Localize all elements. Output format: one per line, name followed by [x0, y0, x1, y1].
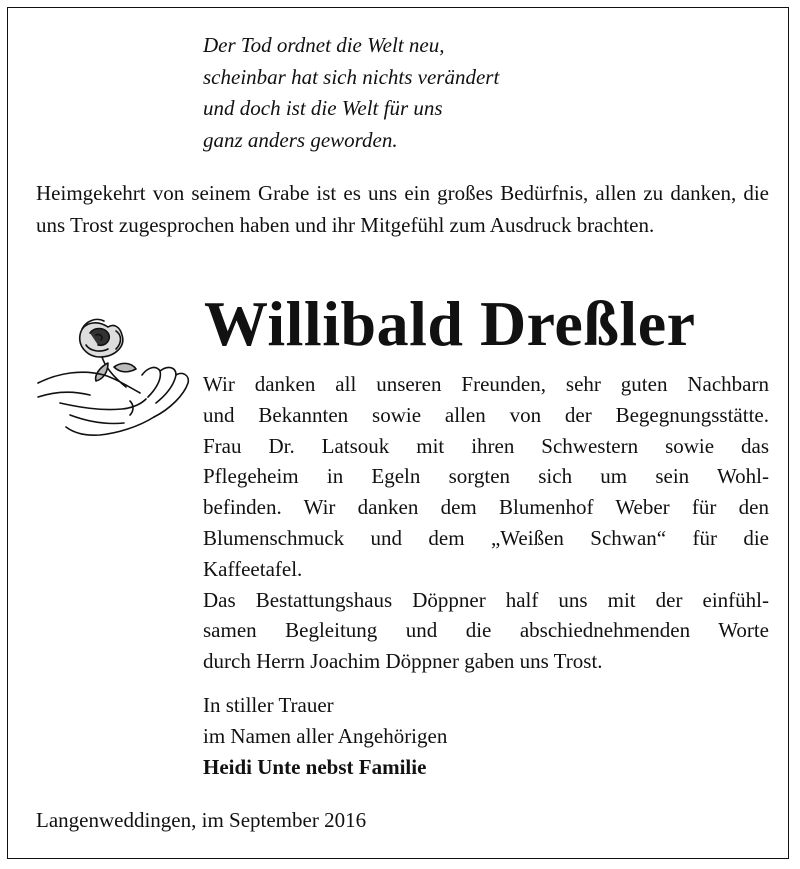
thanks-line: befinden. Wir danken dem Blumenhof Weber für den — [203, 495, 769, 520]
deceased-name: Willibald Dreßler — [204, 288, 696, 359]
thanks-line: Pflegeheim in Egeln sorgten sich um sein Wohl- — [203, 464, 769, 489]
signature-family: Heidi Unte nebst Familie — [203, 755, 427, 779]
thanks-line: Das Bestattungshaus Döppner half uns mit der einfühl- — [203, 587, 769, 612]
thanks-line: und Bekannten sowie allen von der Begegnungsstätte. — [203, 402, 769, 427]
intro-paragraph: Heimgekehrt von seinem Grabe ist es uns ein großes Bedürfnis, allen zu danken, die uns Trost zugesprochen haben und ihr Mitgefühl zum Ausdruck brachten. — [36, 181, 769, 237]
thanks-line: Wir danken all unseren Freunden, sehr guten Nachbarn — [203, 372, 769, 396]
obituary-card — [7, 7, 789, 859]
rose-in-hands-icon — [30, 305, 200, 445]
poem-line: Der Tod ordnet die Welt neu, — [203, 33, 445, 57]
thanks-line: Blumenschmuck und dem „Weißen Schwan“ für die — [203, 525, 769, 550]
poem-line: scheinbar hat sich nichts verändert — [203, 64, 500, 89]
poem-line: ganz anders geworden. — [203, 127, 398, 152]
poem-line: und doch ist die Welt für uns — [203, 96, 443, 120]
signature-line: In stiller Trauer — [203, 693, 334, 717]
thanks-line: samen Begleitung und die abschiednehmenden Worte — [203, 618, 769, 643]
poem — [203, 30, 499, 156]
thanks-line: Frau Dr. Latsouk mit ihren Schwestern sowie das — [203, 433, 769, 458]
thanks-line: Kaffeetafel. — [203, 556, 303, 581]
thanks-line: durch Herrn Joachim Döppner gaben uns Trost. — [203, 649, 603, 674]
thanks-paragraph — [203, 369, 769, 677]
signature-line: im Namen aller Angehörigen — [203, 724, 448, 748]
place-date: Langenweddingen, im September 2016 — [36, 808, 367, 832]
signature-block — [203, 690, 447, 783]
